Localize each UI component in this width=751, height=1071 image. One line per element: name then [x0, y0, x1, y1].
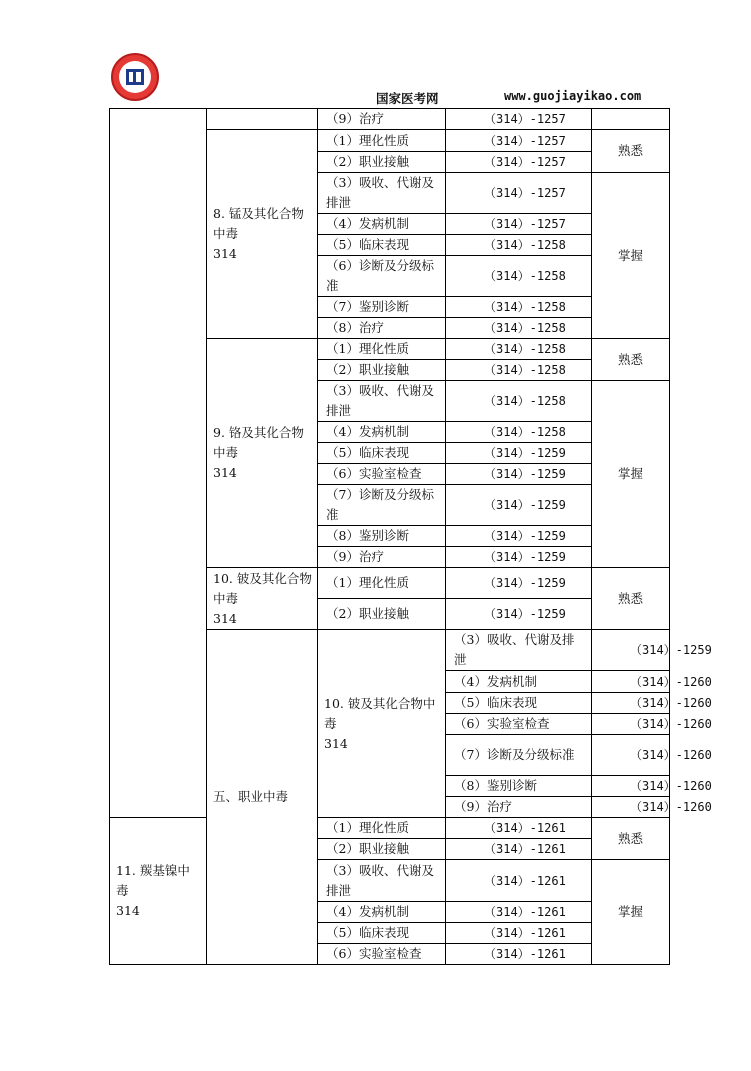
item-cell: （2）职业接触 — [318, 839, 446, 860]
item-cell: （9）治疗 — [446, 797, 592, 818]
item-cell: （6）诊断及分级标准 — [318, 256, 446, 297]
page-ref: （314）-1260 — [592, 693, 670, 714]
page-ref: （314）-1261 — [446, 839, 592, 860]
page-ref: （314）-1258 — [446, 381, 592, 422]
subunit-code: 314 — [324, 735, 348, 751]
subunit-cell — [110, 818, 207, 965]
item-cell: （1）理化性质 — [318, 339, 446, 360]
item-cell: （3）吸收、代谢及排泄 — [446, 630, 592, 671]
page-ref: （314）-1258 — [446, 297, 592, 318]
unit-cell-top — [110, 109, 207, 818]
subunit-title: 11. 羰基镍中毒 — [116, 863, 190, 898]
item-cell: （4）发病机制 — [318, 422, 446, 443]
subunit-code: 314 — [213, 246, 237, 261]
page-ref: （314）-1257 — [446, 173, 592, 214]
subunit-title: 8. 锰及其化合物中毒 — [213, 206, 304, 241]
item-cell: （6）实验室检查 — [446, 714, 592, 735]
item-cell: （2）职业接触 — [318, 152, 446, 173]
item-cell: （8）治疗 — [318, 318, 446, 339]
item-cell: （3）吸收、代谢及排泄 — [318, 173, 446, 214]
subunit-cell — [207, 130, 318, 339]
item-cell: （9）治疗 — [318, 109, 446, 130]
page-ref: （314）-1259 — [592, 630, 670, 671]
item-cell: （4）发病机制 — [318, 902, 446, 923]
page-ref: （314）-1260 — [592, 714, 670, 735]
item-cell: （4）发病机制 — [318, 214, 446, 235]
page-ref: （314）-1258 — [446, 235, 592, 256]
page-ref: （314）-1257 — [446, 109, 592, 130]
page-ref: （314）-1258 — [446, 422, 592, 443]
requirement-master: 掌握 — [592, 860, 670, 965]
page-ref: （314）-1261 — [446, 944, 592, 965]
requirement-master: 掌握 — [592, 173, 670, 339]
item-cell: （6）实验室检查 — [318, 464, 446, 485]
item-cell: （6）实验室检查 — [318, 944, 446, 965]
subunit-cell — [207, 109, 318, 130]
requirement-familiar: 熟悉 — [592, 568, 670, 630]
page-ref: （314）-1261 — [446, 923, 592, 944]
subunit-code: 314 — [213, 610, 237, 626]
subunit-cell — [207, 568, 318, 630]
requirement-cell — [592, 109, 670, 130]
table-row — [110, 818, 670, 839]
item-cell: （9）治疗 — [318, 547, 446, 568]
item-cell: （3）吸收、代谢及排泄 — [318, 860, 446, 902]
item-cell: （8）鉴别诊断 — [446, 776, 592, 797]
item-cell: （7）鉴别诊断 — [318, 297, 446, 318]
item-cell: （5）临床表现 — [446, 693, 592, 714]
item-cell: （5）临床表现 — [318, 923, 446, 944]
page-ref: （314）-1259 — [446, 547, 592, 568]
item-cell: （1）理化性质 — [318, 568, 446, 599]
subunit-cell — [207, 339, 318, 568]
page-ref: （314）-1259 — [446, 526, 592, 547]
page-ref: （314）-1257 — [446, 152, 592, 173]
page-ref: （314）-1258 — [446, 339, 592, 360]
page-ref: （314）-1261 — [446, 902, 592, 923]
site-url[interactable]: www.guojiayikao.com — [504, 89, 642, 103]
subunit-cell — [318, 630, 446, 818]
page-ref: （314）-1260 — [592, 671, 670, 693]
site-name: 国家医考网 — [376, 91, 439, 106]
page-ref: （314）-1260 — [592, 776, 670, 797]
page-ref: （314）-1258 — [446, 360, 592, 381]
requirement-familiar: 熟悉 — [592, 818, 670, 860]
page-ref: （314）-1258 — [446, 256, 592, 297]
page-ref: （314）-1259 — [446, 464, 592, 485]
page-ref: （314）-1259 — [446, 568, 592, 599]
page-ref: （314）-1257 — [446, 130, 592, 152]
requirement-familiar: 熟悉 — [592, 130, 670, 173]
page-ref: （314）-1261 — [446, 818, 592, 839]
item-cell: （5）临床表现 — [318, 443, 446, 464]
item-cell: （2）职业接触 — [318, 599, 446, 630]
subunit-code: 314 — [213, 465, 237, 480]
subunit-title: 10. 铍及其化合物中毒 — [213, 570, 312, 606]
requirement-master: 掌握 — [592, 381, 670, 568]
item-cell: （1）理化性质 — [318, 130, 446, 152]
page-ref: （314）-1259 — [446, 599, 592, 630]
item-cell: （2）职业接触 — [318, 360, 446, 381]
page-ref: （314）-1260 — [592, 797, 670, 818]
site-logo-icon — [110, 52, 160, 102]
item-cell: （3）吸收、代谢及排泄 — [318, 381, 446, 422]
unit-cell — [207, 630, 318, 965]
unit-title: 五、职业中毒 — [213, 789, 289, 804]
subunit-code: 314 — [116, 903, 140, 918]
table-row — [110, 109, 670, 130]
subunit-title: 9. 铬及其化合物中毒 — [213, 425, 304, 460]
requirement-familiar: 熟悉 — [592, 339, 670, 381]
item-cell: （8）鉴别诊断 — [318, 526, 446, 547]
subunit-title: 10. 铍及其化合物中毒 — [324, 695, 436, 731]
page-ref: （314）-1260 — [592, 735, 670, 776]
item-cell: （7）诊断及分级标准 — [318, 485, 446, 526]
page-ref: （314）-1259 — [446, 443, 592, 464]
page-ref: （314）-1261 — [446, 860, 592, 902]
page-ref: （314）-1257 — [446, 214, 592, 235]
syllabus-table — [109, 108, 712, 965]
item-cell: （4）发病机制 — [446, 671, 592, 693]
item-cell: （1）理化性质 — [318, 818, 446, 839]
page-ref: （314）-1258 — [446, 318, 592, 339]
item-cell: （5）临床表现 — [318, 235, 446, 256]
item-cell: （7）诊断及分级标准 — [446, 735, 592, 776]
page-ref: （314）-1259 — [446, 485, 592, 526]
